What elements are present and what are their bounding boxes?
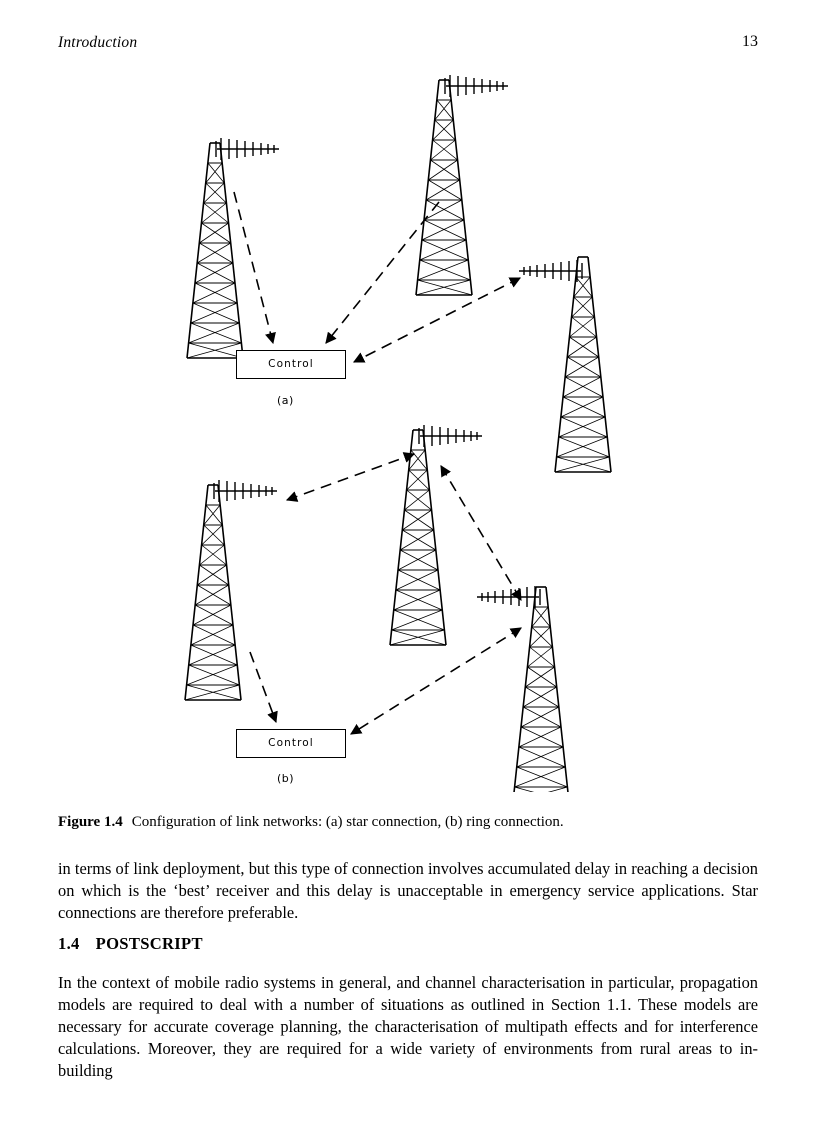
section-number: 1.4 xyxy=(58,934,80,953)
running-head: Introduction xyxy=(58,34,138,51)
body-paragraph-1: in terms of link deployment, but this type of connection involves accumulated delay in reaching a decision on which is the ‘best’ receiver and this delay is unacceptable in emergency service applications. Star connections are therefore preferable. xyxy=(58,859,758,923)
link-b-left-middle xyxy=(287,454,414,500)
tower-a-left xyxy=(187,138,279,358)
panel-label-b: (b) xyxy=(277,772,295,785)
tower-b-right xyxy=(477,586,569,792)
caption-label: Figure 1.4 xyxy=(58,814,123,830)
link-b-left-control xyxy=(250,652,276,722)
section-heading xyxy=(58,934,203,954)
link-b-middle-right xyxy=(441,466,521,600)
body-paragraph-2: In the context of mobile radio systems in general, and channel characterisation in particular, propagation models are required to deal with a number of situations as outlined in Section 1.1. These models are necessary for accurate coverage planning, the characterisation of multipath effects and for interference calculations. Moreover, they are required for a wide variety of environments from rural areas to in-building xyxy=(58,973,758,1081)
figure-1-4 xyxy=(58,62,758,792)
control-box-b: Control xyxy=(236,729,346,758)
tower-b-left xyxy=(185,480,277,700)
link-a-right xyxy=(354,278,520,362)
control-box-a: Control xyxy=(236,350,346,379)
section-title: POSTSCRIPT xyxy=(95,934,203,953)
caption-text: Configuration of link networks: (a) star connection, (b) ring connection. xyxy=(131,814,564,830)
link-a-left xyxy=(234,192,273,343)
tower-b-middle xyxy=(390,425,482,645)
page-number: 13 xyxy=(742,33,758,50)
tower-a-top xyxy=(416,75,508,295)
link-a-top xyxy=(326,202,439,343)
figure-caption xyxy=(58,813,758,833)
figure-artwork xyxy=(58,62,758,792)
panel-label-a: (a) xyxy=(277,394,294,407)
tower-a-right xyxy=(519,257,611,472)
link-b-right-control xyxy=(351,628,521,734)
